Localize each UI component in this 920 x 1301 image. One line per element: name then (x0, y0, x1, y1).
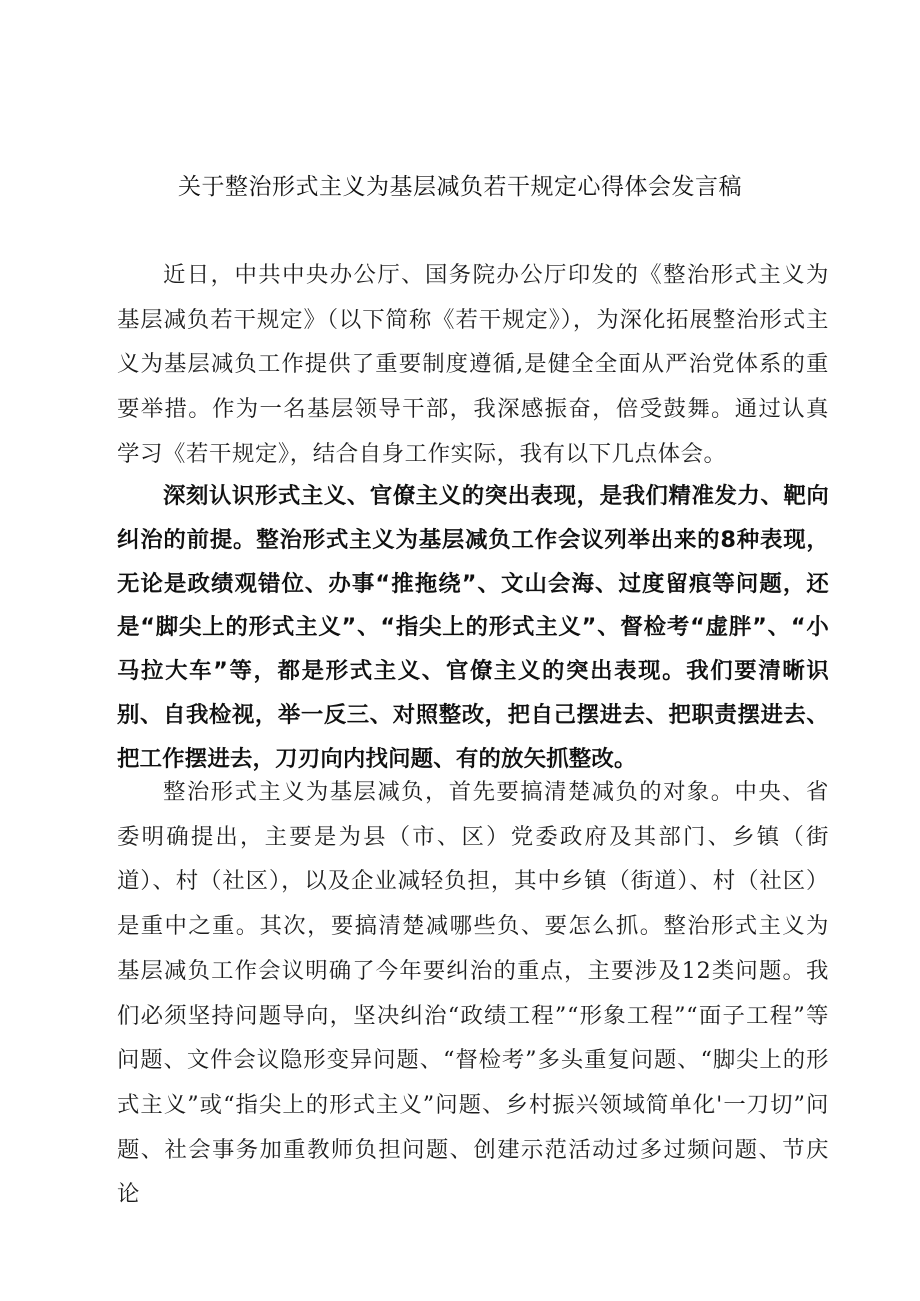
paragraph-key-point: 深刻认识形式主义、官僚主义的突出表现，是我们精准发力、靶向纠治的前提。整治形式主义为基层减负工作会议列举出来的8种表现，无论是政绩观错位、办事“推拖绕”、文山会海、过度留痕等问题，还是“脚尖上的形式主义”、“指尖上的形式主义”、督检考“虚胖”、“小马拉大车”等，都是形式主义、官僚主义的突出表现。我们要清晰识别、自我检视，举一反三、对照整改，把自己摆进去、把职责摆进去、把工作摆进去，刀刃向内找问题、有的放矢抓整改。 (117, 483, 829, 772)
document-title: 关于整治形式主义为基层减负若干规定心得体会发言稿 (178, 174, 742, 200)
paragraph-burden-reduction: 整治形式主义为基层减负，首先要搞清楚减负的对象。中央、省委明确提出，主要是为县（市、区）党委政府及其部门、乡镇（街道）、村（社区），以及企业减轻负担，其中乡镇（街道）、村（社区）是重中之重。其次，要搞清楚减哪些负、要怎么抓。整治形式主义为基层减负工作会议明确了今年要纠治的重点，主要涉及12类问题。我们必须坚持问题导向，坚决纠治“政绩工程”“形象工程”“面子工程”等问题、文件会议隐形变异问题、“督检考”多头重复问题、“脚尖上的形式主义”或“指尖上的形式主义”问题、乡村振兴领域简单化'一刀切”问题、社会事务加重教师负担问题、创建示范活动过多过频问题、节庆论 (117, 779, 829, 1208)
paragraph-intro: 近日，中共中央办公厅、国务院办公厅印发的《整治形式主义为基层减负若干规定》（以下简称《若干规定》），为深化拓展整治形式主义为基层减负工作提供了重要制度遵循,是健全全面从严治党体系的重要举措。作为一名基层领导干部，我深感振奋，倍受鼓舞。通过认真学习《若干规定》，结合自身工作实际，我有以下几点体会。 (117, 262, 829, 467)
